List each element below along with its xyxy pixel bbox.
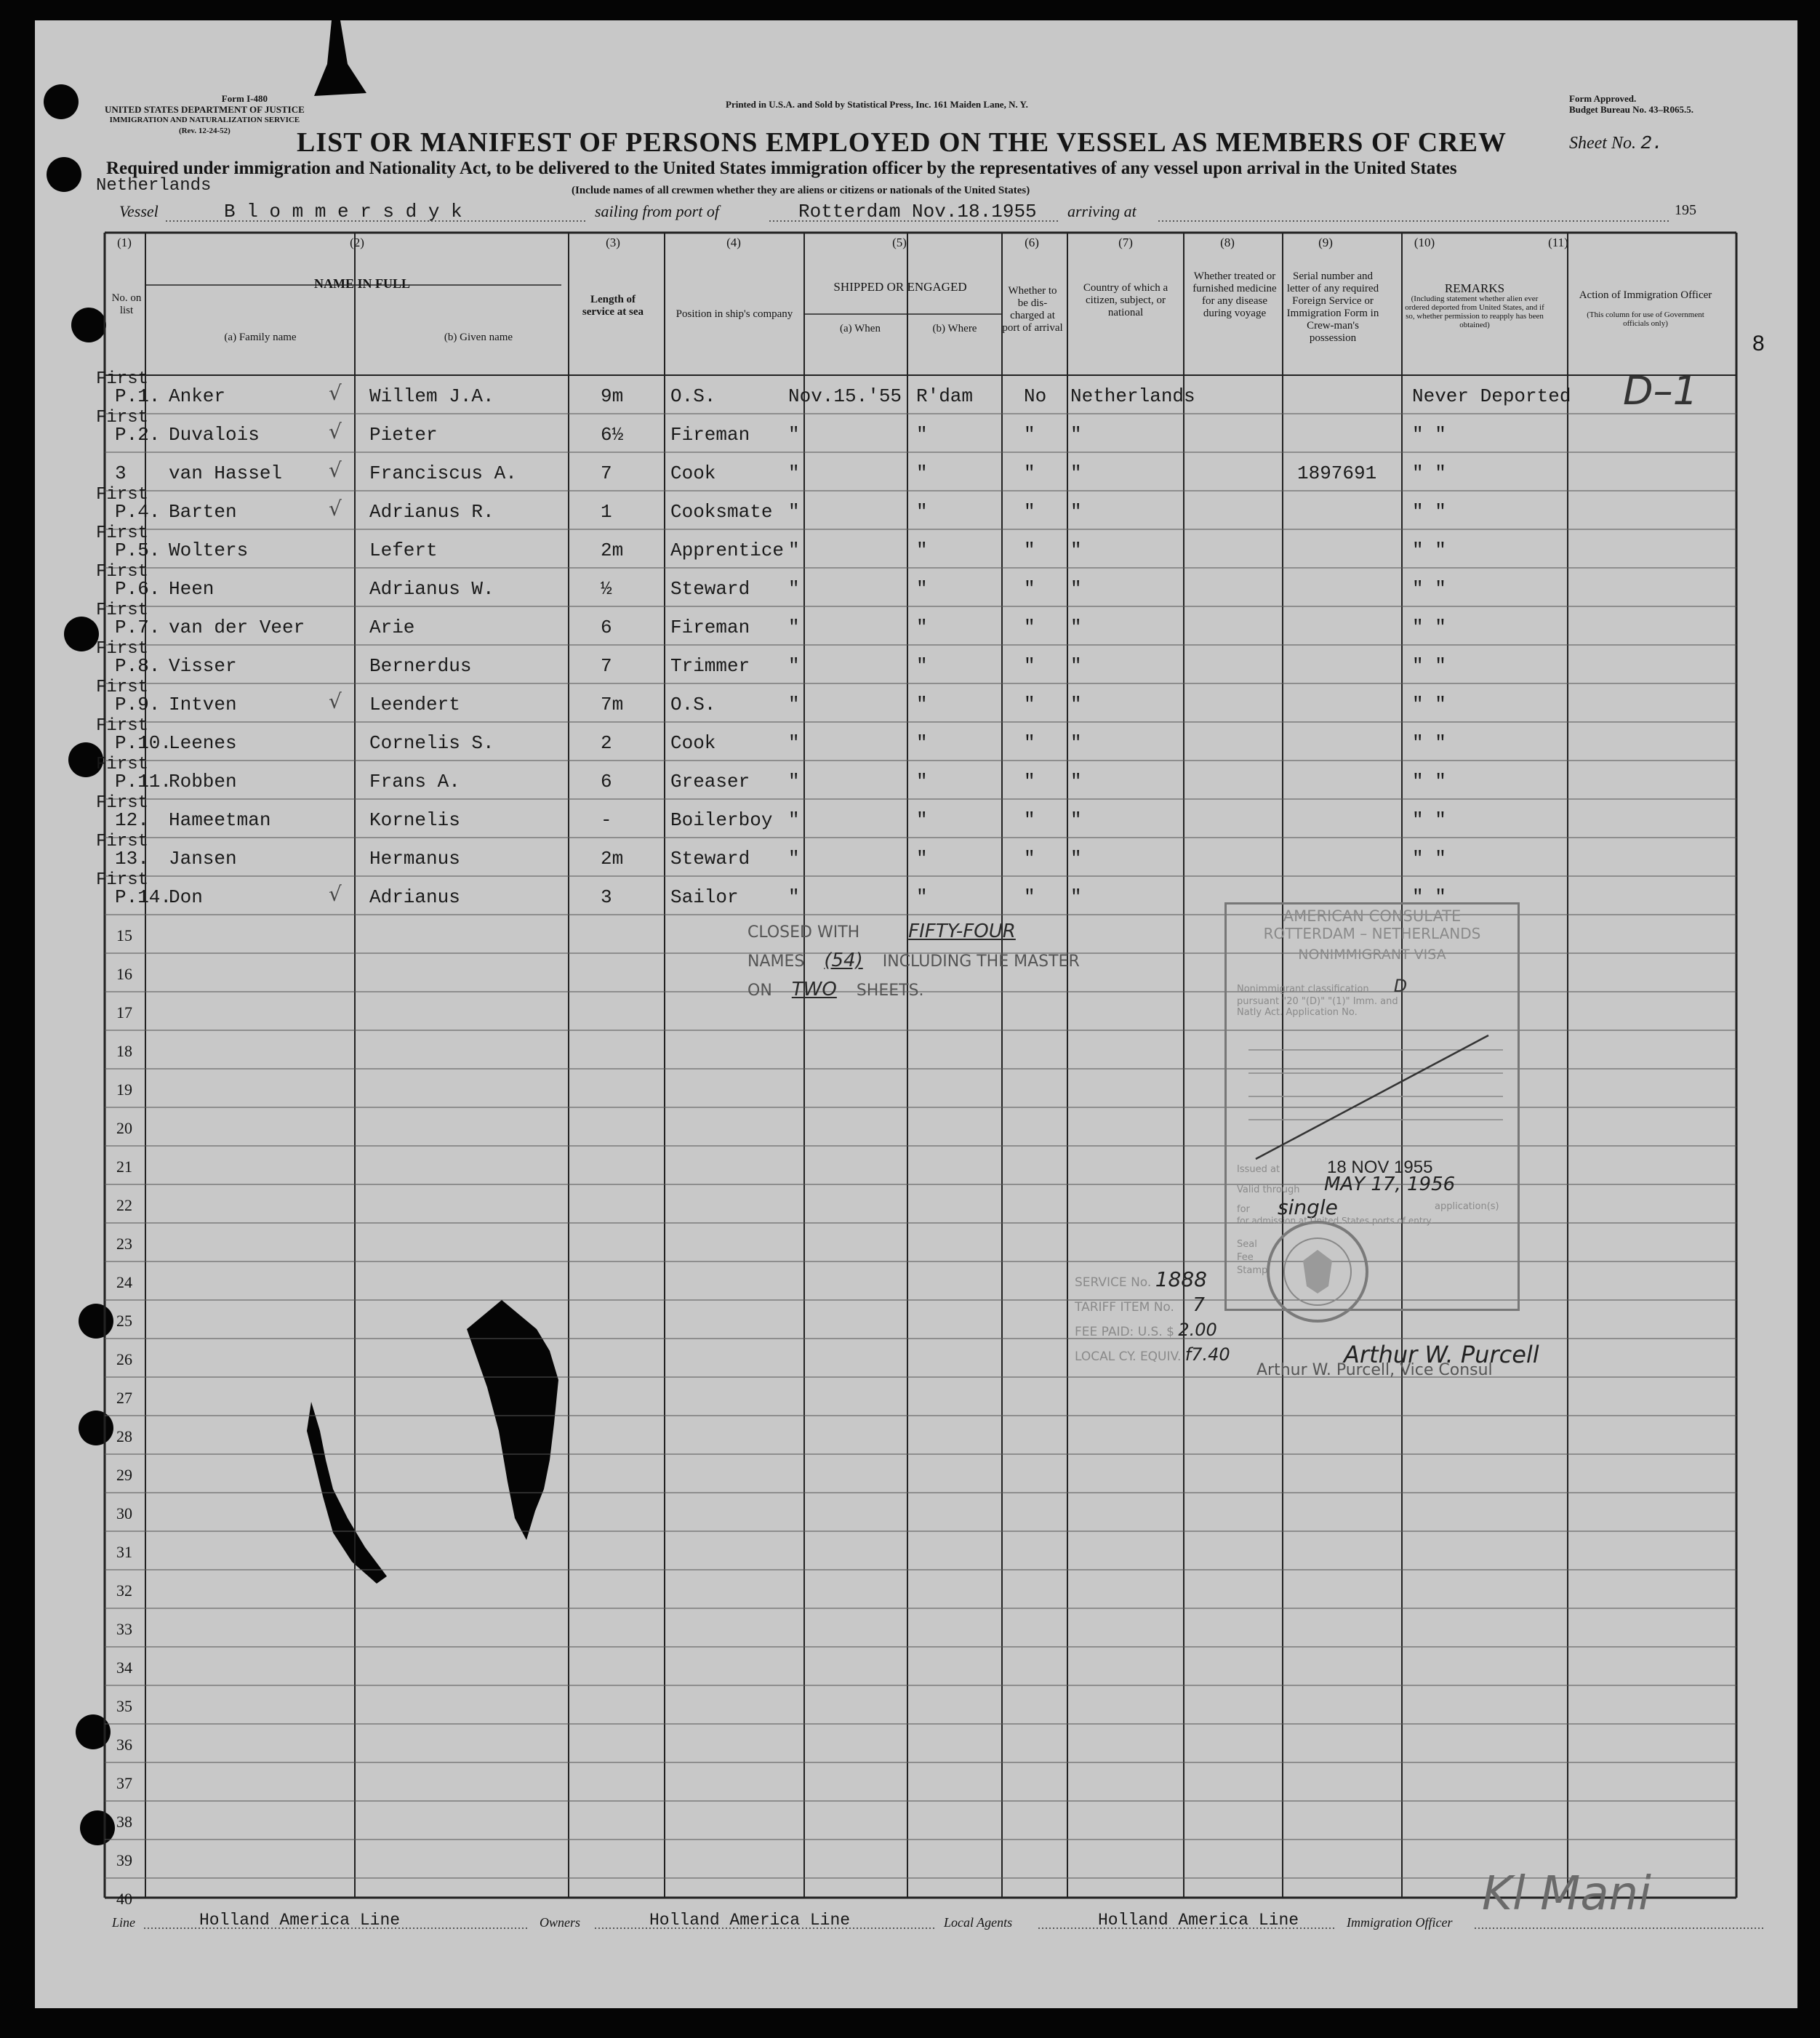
row-number: 38 xyxy=(116,1813,132,1831)
service-no: 1888 xyxy=(1155,1267,1207,1291)
discharged: " xyxy=(1024,424,1035,446)
shipped-when: Nov.15.'55 xyxy=(788,385,902,407)
row-prefix: First xyxy=(96,832,149,851)
given-name: Arie xyxy=(369,617,415,638)
shipped-when: " xyxy=(788,424,800,446)
length-of-service: 6½ xyxy=(601,424,624,446)
vessel-name: B l o m m e r s d y k xyxy=(224,201,462,222)
given-name: Adrianus xyxy=(369,886,460,908)
family-name: Barten xyxy=(169,501,237,523)
footer-line-label: Line xyxy=(112,1915,136,1930)
country: " xyxy=(1070,617,1082,638)
discharged: " xyxy=(1024,848,1035,870)
discharged: " xyxy=(1024,539,1035,561)
departure-port: Rotterdam Nov.18.1955 xyxy=(798,201,1037,222)
row-number: P.9. xyxy=(115,694,161,715)
manifest-subtitle: Required under immigration and Nationality Act, to be delivered to the United States immigration officer by the representatives of any vessel upon arrival in the United States xyxy=(106,159,1457,178)
position: Trimmer xyxy=(670,655,750,677)
manifest-sheet xyxy=(35,20,1797,2008)
form-revision: (Rev. 12-24-52) xyxy=(178,127,230,135)
length-of-service: ½ xyxy=(601,578,612,600)
length-of-service: 6 xyxy=(601,771,612,793)
shipped-where: " xyxy=(916,694,928,715)
family-name: Heen xyxy=(169,578,215,600)
country: " xyxy=(1070,732,1082,754)
shipped-where: " xyxy=(916,501,928,523)
row-number: 12. xyxy=(115,809,149,831)
row-number: P.10. xyxy=(115,732,172,754)
country: " xyxy=(1070,771,1082,793)
sheet-value: 2. xyxy=(1640,132,1664,154)
row-number: 34 xyxy=(116,1658,132,1677)
given-name: Franciscus A. xyxy=(369,462,517,484)
column-number: (7) xyxy=(1118,236,1133,249)
row-prefix: First xyxy=(96,870,149,890)
country: " xyxy=(1070,848,1082,870)
header-position: Position in ship's company xyxy=(676,308,793,320)
sailing-label: sailing from port of xyxy=(595,202,719,220)
shipped-when: " xyxy=(788,771,800,793)
action-note: (This column for use of Government officials only) xyxy=(1587,310,1704,328)
remarks: " " xyxy=(1412,732,1446,754)
family-name: Anker xyxy=(169,385,226,407)
row-number: 19 xyxy=(116,1080,132,1099)
header-discharged: Whether to be dis-charged at port of arrival xyxy=(1002,285,1063,334)
position: Steward xyxy=(670,578,750,600)
footer-agents: Holland America Line xyxy=(1098,1911,1299,1930)
row-number: 28 xyxy=(116,1427,132,1445)
shipped-when: " xyxy=(788,539,800,561)
closing-statement xyxy=(747,920,1080,1008)
length-of-service: 1 xyxy=(601,501,612,523)
length-of-service: - xyxy=(601,809,612,831)
discharged: " xyxy=(1024,809,1035,831)
shipped-when: " xyxy=(788,501,800,523)
shipped-when: " xyxy=(788,617,800,638)
remarks: " " xyxy=(1412,886,1446,908)
row-number: 16 xyxy=(116,965,132,983)
shipped-where: " xyxy=(916,424,928,446)
column-number: (8) xyxy=(1220,236,1235,249)
position: Cook xyxy=(670,462,716,484)
row-number: 33 xyxy=(116,1620,132,1638)
row-number: 17 xyxy=(116,1003,132,1022)
consul-signature: Arthur W. Purcell xyxy=(1344,1341,1539,1368)
row-prefix: First xyxy=(96,639,149,659)
footer-underlines xyxy=(35,1925,1797,1933)
country: " xyxy=(1070,655,1082,677)
column-number: (11) xyxy=(1548,236,1568,249)
row-prefix: First xyxy=(96,601,149,620)
stamp-label: Stamp xyxy=(1237,1265,1268,1276)
discharged: " xyxy=(1024,771,1035,793)
classification-value: D xyxy=(1393,976,1408,996)
remarks: " " xyxy=(1412,617,1446,638)
manifest-grid xyxy=(35,20,1797,2008)
header-country: Country of which a citizen, subject, or national xyxy=(1083,282,1168,318)
column-number: (6) xyxy=(1025,236,1039,249)
row-prefix: First xyxy=(96,793,149,813)
row-number: P.1. xyxy=(115,385,161,407)
admission-label: for admission at United States ports of entry. xyxy=(1237,1216,1433,1226)
fee-label: Fee xyxy=(1237,1252,1254,1263)
header-family-name: (a) Family name xyxy=(224,332,297,343)
shipped-where: " xyxy=(916,617,928,638)
row-number: P.14. xyxy=(115,886,172,908)
names-label: NAMES xyxy=(747,952,805,971)
discharged: " xyxy=(1024,694,1035,715)
column-number: (10) xyxy=(1414,236,1435,249)
remarks: " " xyxy=(1412,771,1446,793)
shipped-when: " xyxy=(788,732,800,754)
fee-paid-label: FEE PAID: U.S. $ xyxy=(1075,1325,1174,1339)
given-name: Lefert xyxy=(369,539,438,561)
row-number: 26 xyxy=(116,1350,132,1368)
remarks-note: (Including statement whether alien ever ordered deported from United States, and if so, whether permission to reapply has been obtained) xyxy=(1405,294,1544,329)
given-name: Adrianus W. xyxy=(369,578,494,600)
column-number: (4) xyxy=(726,236,741,249)
header-where: (b) Where xyxy=(932,323,977,334)
remarks-title: REMARKS xyxy=(1444,281,1505,295)
vessel-label: Vessel xyxy=(119,202,159,220)
row-number: 21 xyxy=(116,1158,132,1176)
row-number: P.11. xyxy=(115,771,172,793)
header-when: (a) When xyxy=(840,323,881,334)
given-name: Kornelis xyxy=(369,809,460,831)
header-shipped: SHIPPED OR ENGAGED xyxy=(833,280,967,294)
row-number: 39 xyxy=(116,1851,132,1869)
row-prefix: First xyxy=(96,369,149,389)
service-no-label: SERVICE No. xyxy=(1075,1275,1152,1290)
family-name: Leenes xyxy=(169,732,237,754)
length-of-service: 9m xyxy=(601,385,624,407)
tariff-label: TARIFF ITEM No. xyxy=(1075,1300,1174,1315)
discharged: " xyxy=(1024,732,1035,754)
row-prefix: First xyxy=(96,562,149,582)
country: " xyxy=(1070,424,1082,446)
shipped-where: " xyxy=(916,578,928,600)
position: Cook xyxy=(670,732,716,754)
shipped-where: " xyxy=(916,809,928,831)
for-label: for xyxy=(1237,1204,1250,1215)
country: Netherlands xyxy=(1070,385,1195,407)
application-label: application(s) xyxy=(1435,1201,1499,1212)
check-mark: √ xyxy=(329,689,342,713)
family-name: Visser xyxy=(169,655,237,677)
sheet-label: Sheet No. xyxy=(1569,134,1636,153)
country: " xyxy=(1070,501,1082,523)
printer-note: Printed in U.S.A. and Sold by Statistical Press, Inc. 161 Maiden Lane, N. Y. xyxy=(726,99,1028,110)
row-number: P.5. xyxy=(115,539,161,561)
vessel-flag: Netherlands xyxy=(96,176,212,196)
manifest-title: LIST OR MANIFEST OF PERSONS EMPLOYED ON THE VESSEL AS MEMBERS OF CREW xyxy=(297,127,1507,158)
row-number: 32 xyxy=(116,1581,132,1600)
row-number: 13. xyxy=(115,848,149,870)
country: " xyxy=(1070,694,1082,715)
visa-stamp xyxy=(1224,902,1520,1311)
action-mark: D–1 xyxy=(1623,368,1698,414)
row-prefix: First xyxy=(96,523,149,543)
family-name: Hameetman xyxy=(169,809,271,831)
footer-owners: Holland America Line xyxy=(649,1911,851,1930)
service-name: IMMIGRATION AND NATURALIZATION SERVICE xyxy=(109,116,300,124)
valid-date: MAY 17, 1956 xyxy=(1324,1174,1456,1195)
column-number: (1) xyxy=(117,236,132,249)
consul-name: Arthur W. Purcell, Vice Consul xyxy=(1256,1361,1493,1379)
position: Fireman xyxy=(670,617,750,638)
discharged: " xyxy=(1024,462,1035,484)
country: " xyxy=(1070,578,1082,600)
country: " xyxy=(1070,462,1082,484)
country: " xyxy=(1070,809,1082,831)
issued-date: 18 NOV 1955 xyxy=(1327,1158,1433,1177)
shipped-when: " xyxy=(788,655,800,677)
row-number: 15 xyxy=(116,926,132,944)
entry-count: single xyxy=(1278,1195,1338,1219)
length-of-service: 7m xyxy=(601,694,624,715)
given-name: Cornelis S. xyxy=(369,732,494,754)
row-number: P.4. xyxy=(115,501,161,523)
local-equiv: f7.40 xyxy=(1184,1344,1230,1365)
check-mark: √ xyxy=(329,497,342,521)
remarks: " " xyxy=(1412,655,1446,677)
row-number: P.2. xyxy=(115,424,161,446)
manifest-note: (Include names of all crewmen whether they are aliens or citizens or nationals of the United States) xyxy=(572,185,1030,196)
given-name: Hermanus xyxy=(369,848,460,870)
row-number: 24 xyxy=(116,1273,132,1291)
arriving-label: arriving at xyxy=(1067,202,1137,220)
length-of-service: 3 xyxy=(601,886,612,908)
given-name: Frans A. xyxy=(369,771,460,793)
family-name: Don xyxy=(169,886,203,908)
seal-label: Seal xyxy=(1237,1239,1257,1250)
check-mark: √ xyxy=(329,882,342,906)
shipped-when: " xyxy=(788,848,800,870)
shipped-when: " xyxy=(788,886,800,908)
header-no-on-list: No. on list xyxy=(111,292,142,316)
shipped-where: " xyxy=(916,462,928,484)
header-medicine: Whether treated or furnished medicine for any disease during voyage xyxy=(1192,270,1277,319)
discharged: " xyxy=(1024,578,1035,600)
issued-label: Issued at xyxy=(1237,1164,1280,1175)
row-number: 29 xyxy=(116,1466,132,1484)
country: " xyxy=(1070,886,1082,908)
country: " xyxy=(1070,539,1082,561)
shipped-when: " xyxy=(788,809,800,831)
position: Cooksmate xyxy=(670,501,773,523)
footer-line: Holland America Line xyxy=(199,1911,401,1930)
discharged: " xyxy=(1024,501,1035,523)
row-prefix: First xyxy=(96,716,149,736)
shipped-when: " xyxy=(788,578,800,600)
column-number: (5) xyxy=(892,236,907,249)
given-name: Adrianus R. xyxy=(369,501,494,523)
fee-stamp xyxy=(1075,1268,1230,1368)
check-mark: √ xyxy=(329,420,342,444)
discharged: " xyxy=(1024,655,1035,677)
sheets-label: SHEETS. xyxy=(856,982,924,1000)
margin-number: 8 xyxy=(1752,332,1765,356)
form-number: Form I-480 xyxy=(221,93,268,104)
header-serial: Serial number and letter of any required Foreign Service or Immigration Form in Crew-man's possession xyxy=(1286,270,1379,344)
discharged: " xyxy=(1024,886,1035,908)
family-name: Intven xyxy=(169,694,237,715)
shipped-where: " xyxy=(916,539,928,561)
remarks: Never Deported xyxy=(1412,385,1571,407)
shipped-where: " xyxy=(916,848,928,870)
classification-label: Nonimmigrant classification xyxy=(1237,984,1369,995)
position: Fireman xyxy=(670,424,750,446)
footer-agents-label: Local Agents xyxy=(944,1915,1013,1930)
including-master-label: INCLUDING THE MASTER xyxy=(882,952,1080,971)
row-prefix: First xyxy=(96,485,149,505)
action-title: Action of Immigration Officer xyxy=(1579,289,1712,301)
approved-label: Form Approved. xyxy=(1569,93,1637,104)
stamp-consulate: AMERICAN CONSULATE xyxy=(1283,907,1462,925)
row-number: P.6. xyxy=(115,578,161,600)
given-name: Bernerdus xyxy=(369,655,472,677)
stamp-application-no: Natly Act. Application No. xyxy=(1237,1007,1358,1018)
shipped-where: " xyxy=(916,732,928,754)
row-number: 20 xyxy=(116,1119,132,1137)
shipped-where: " xyxy=(916,886,928,908)
row-prefix: First xyxy=(96,408,149,428)
shipped-when: " xyxy=(788,694,800,715)
length-of-service: 7 xyxy=(601,655,612,677)
column-number: (3) xyxy=(606,236,620,249)
position: Apprentice xyxy=(670,539,785,561)
position: Boilerboy xyxy=(670,809,773,831)
check-mark: √ xyxy=(329,381,342,405)
header-given-name: (b) Given name xyxy=(444,332,513,343)
row-number: 40 xyxy=(116,1890,132,1908)
family-name: Duvalois xyxy=(169,424,260,446)
family-name: Wolters xyxy=(169,539,249,561)
local-equiv-label: LOCAL CY. EQUIV. xyxy=(1075,1349,1182,1364)
row-prefix: First xyxy=(96,678,149,697)
arrival-year: 195 xyxy=(1675,202,1696,218)
row-number: 22 xyxy=(116,1196,132,1214)
shipped-when: " xyxy=(788,462,800,484)
length-of-service: 2 xyxy=(601,732,612,754)
officer-signature: Kl Mani xyxy=(1482,1867,1651,1921)
given-name: Willem J.A. xyxy=(369,385,494,407)
position: O.S. xyxy=(670,385,716,407)
serial-number: 1897691 xyxy=(1297,462,1377,484)
row-number: 37 xyxy=(116,1774,132,1792)
given-name: Leendert xyxy=(369,694,460,715)
discharged: " xyxy=(1024,617,1035,638)
fee-paid: 2.00 xyxy=(1178,1320,1217,1340)
column-number: (9) xyxy=(1318,236,1333,249)
department-name: UNITED STATES DEPARTMENT OF JUSTICE xyxy=(105,104,305,115)
remarks: " " xyxy=(1412,501,1446,523)
position: Greaser xyxy=(670,771,750,793)
row-number: 23 xyxy=(116,1235,132,1253)
row-number: P.8. xyxy=(115,655,161,677)
stamp-pursuant: pursuant "20 "(D)" "(1)" Imm. and xyxy=(1237,996,1398,1007)
check-mark: √ xyxy=(329,458,342,482)
closed-with-label: CLOSED WITH xyxy=(747,923,860,942)
remarks: " " xyxy=(1412,539,1446,561)
position: O.S. xyxy=(670,694,716,715)
header-name-in-full: NAME IN FULL xyxy=(313,276,410,291)
row-number: 3 xyxy=(115,462,127,484)
remarks: " " xyxy=(1412,809,1446,831)
row-number: 35 xyxy=(116,1697,132,1715)
row-number: P.7. xyxy=(115,617,161,638)
length-of-service: 7 xyxy=(601,462,612,484)
position: Steward xyxy=(670,848,750,870)
family-name: van Hassel xyxy=(169,462,283,484)
budget-bureau: Budget Bureau No. 43–R065.5. xyxy=(1569,104,1693,115)
discharged: No xyxy=(1024,385,1047,407)
remarks: " " xyxy=(1412,694,1446,715)
shipped-where: " xyxy=(916,771,928,793)
footer-officer-label: Immigration Officer xyxy=(1347,1915,1453,1930)
shipped-where: R'dam xyxy=(916,385,974,407)
row-number: 18 xyxy=(116,1042,132,1060)
valid-label: Valid through xyxy=(1237,1184,1300,1195)
row-number: 31 xyxy=(116,1543,132,1561)
remarks: " " xyxy=(1412,424,1446,446)
row-number: 36 xyxy=(116,1736,132,1754)
row-number: 30 xyxy=(116,1504,132,1523)
column-number: (2) xyxy=(350,236,364,249)
shipped-where: " xyxy=(916,655,928,677)
row-prefix: First xyxy=(96,755,149,774)
remarks: " " xyxy=(1412,578,1446,600)
stamp-city: ROTTERDAM – NETHERLANDS xyxy=(1263,925,1481,942)
row-number: 25 xyxy=(116,1312,132,1330)
closed-count-words: FIFTY-FOUR xyxy=(908,920,1016,942)
position: Sailor xyxy=(670,886,739,908)
family-name: Jansen xyxy=(169,848,237,870)
on-label: ON xyxy=(747,982,772,1000)
footer-owners-label: Owners xyxy=(540,1915,581,1930)
remarks: " " xyxy=(1412,462,1446,484)
length-of-service: 6 xyxy=(601,617,612,638)
stamp-visa-type: NONIMMIGRANT VISA xyxy=(1298,947,1446,963)
family-name: Robben xyxy=(169,771,237,793)
sheet-count-words: TWO xyxy=(791,979,837,1000)
closed-count-digits: (54) xyxy=(824,950,863,971)
consular-seal-icon xyxy=(1263,1217,1372,1326)
header-length-service: Length of service at sea xyxy=(582,294,644,318)
length-of-service: 2m xyxy=(601,848,624,870)
remarks: " " xyxy=(1412,848,1446,870)
given-name: Pieter xyxy=(369,424,438,446)
family-name: van der Veer xyxy=(169,617,305,638)
tariff-item: 7 xyxy=(1192,1294,1205,1316)
row-number: 27 xyxy=(116,1389,132,1407)
length-of-service: 2m xyxy=(601,539,624,561)
